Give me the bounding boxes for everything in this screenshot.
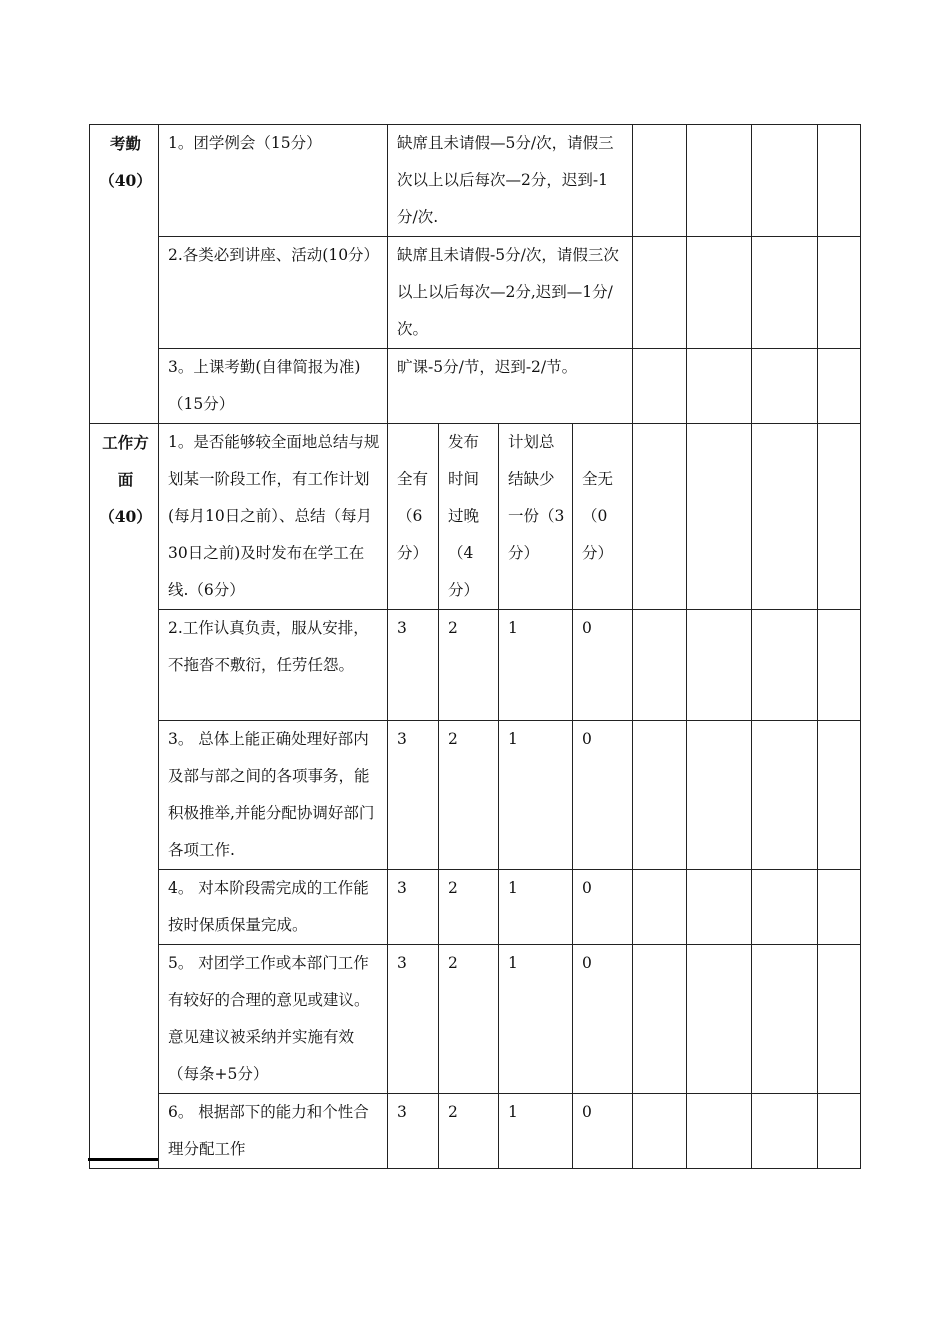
blank-cell	[633, 870, 687, 945]
blank-cell	[687, 1094, 752, 1169]
option-cell: 全无（0分）	[573, 424, 633, 610]
score-cell: 0	[573, 610, 633, 721]
table-row	[90, 424, 861, 610]
score-cell: 0	[573, 945, 633, 1094]
option-cell: 计划总结缺少一份（3分）	[499, 424, 573, 610]
blank-cell	[818, 610, 861, 721]
score-cell: 2	[439, 610, 499, 721]
blank-cell	[752, 870, 818, 945]
score-cell: 2	[439, 945, 499, 1094]
table-bottom-edge	[88, 1158, 158, 1161]
category-work	[90, 424, 159, 1169]
blank-cell	[687, 610, 752, 721]
criterion-label: 4。 对本阶段需完成的工作能按时保质保量完成。	[159, 870, 388, 945]
table-row	[90, 349, 861, 424]
score-cell: 3	[388, 610, 439, 721]
criterion-rule: 缺席且未请假-5分/次，请假三次以上以后每次—2分,迟到—1分/次。	[388, 237, 633, 349]
blank-cell	[752, 237, 818, 349]
blank-cell	[633, 349, 687, 424]
criterion-label: 3。 总体上能正确处理好部内及部与部之间的各项事务，能积极推举,并能分配协调好部门各项工作.	[159, 721, 388, 870]
blank-cell	[687, 237, 752, 349]
criterion-label: 2.各类必到讲座、活动(10分）	[159, 237, 388, 349]
table-row	[90, 945, 861, 1094]
blank-cell	[633, 237, 687, 349]
blank-cell	[687, 870, 752, 945]
blank-cell	[818, 424, 861, 610]
blank-cell	[633, 1094, 687, 1169]
criterion-label: 3。上课考勤(自律简报为准)（15分）	[159, 349, 388, 424]
blank-cell	[818, 1094, 861, 1169]
table-row	[90, 870, 861, 945]
score-cell: 1	[499, 610, 573, 721]
table-row	[90, 721, 861, 870]
criterion-label: 6。 根据部下的能力和个性合理分配工作	[159, 1094, 388, 1169]
criterion-label: 1。团学例会（15分）	[159, 125, 388, 237]
blank-cell	[752, 125, 818, 237]
criterion-rule: 缺席且未请假—5分/次，请假三次以上以后每次—2分，迟到-1分/次.	[388, 125, 633, 237]
category-points: （40）	[99, 507, 152, 526]
category-points: （40）	[99, 171, 152, 190]
score-cell: 2	[439, 1094, 499, 1169]
criterion-rule: 旷课-5分/节，迟到-2/节。	[388, 349, 633, 424]
blank-cell	[687, 721, 752, 870]
table-row	[90, 125, 861, 237]
blank-cell	[687, 945, 752, 1094]
blank-cell	[818, 125, 861, 237]
category-attendance	[90, 125, 159, 424]
score-cell: 1	[499, 1094, 573, 1169]
blank-cell	[818, 721, 861, 870]
blank-cell	[633, 610, 687, 721]
blank-cell	[752, 721, 818, 870]
option-cell: 发布时间过晚（4分）	[439, 424, 499, 610]
score-cell: 0	[573, 870, 633, 945]
evaluation-table	[89, 124, 861, 1169]
blank-cell	[752, 424, 818, 610]
score-cell: 3	[388, 945, 439, 1094]
blank-cell	[752, 945, 818, 1094]
criterion-label: 2.工作认真负责，服从安排，不拖沓不敷衍，任劳任怨。	[159, 610, 388, 721]
blank-cell	[687, 349, 752, 424]
blank-cell	[818, 945, 861, 1094]
blank-cell	[752, 349, 818, 424]
score-cell: 1	[499, 945, 573, 1094]
table-row	[90, 610, 861, 721]
table-row	[90, 1094, 861, 1169]
score-cell: 1	[499, 870, 573, 945]
blank-cell	[752, 1094, 818, 1169]
score-cell: 3	[388, 1094, 439, 1169]
blank-cell	[633, 945, 687, 1094]
blank-cell	[818, 237, 861, 349]
blank-cell	[633, 125, 687, 237]
category-title: 工作方面	[102, 433, 149, 489]
criterion-label: 1。是否能够较全面地总结与规划某一阶段工作，有工作计划(每月10日之前）、总结（每月30日之前)及时发布在学工在线.（6分）	[159, 424, 388, 610]
score-cell: 1	[499, 721, 573, 870]
blank-cell	[818, 349, 861, 424]
blank-cell	[687, 125, 752, 237]
option-cell: 全有（6分）	[388, 424, 439, 610]
table-row	[90, 237, 861, 349]
blank-cell	[752, 610, 818, 721]
score-cell: 3	[388, 870, 439, 945]
score-cell: 2	[439, 870, 499, 945]
blank-cell	[633, 721, 687, 870]
category-title: 考勤	[109, 134, 141, 153]
score-cell: 0	[573, 1094, 633, 1169]
criterion-label: 5。 对团学工作或本部门工作有较好的合理的意见或建议。意见建议被采纳并实施有效（每条+5分）	[159, 945, 388, 1094]
blank-cell	[818, 870, 861, 945]
score-cell: 0	[573, 721, 633, 870]
score-cell: 2	[439, 721, 499, 870]
score-cell: 3	[388, 721, 439, 870]
blank-cell	[687, 424, 752, 610]
blank-cell	[633, 424, 687, 610]
